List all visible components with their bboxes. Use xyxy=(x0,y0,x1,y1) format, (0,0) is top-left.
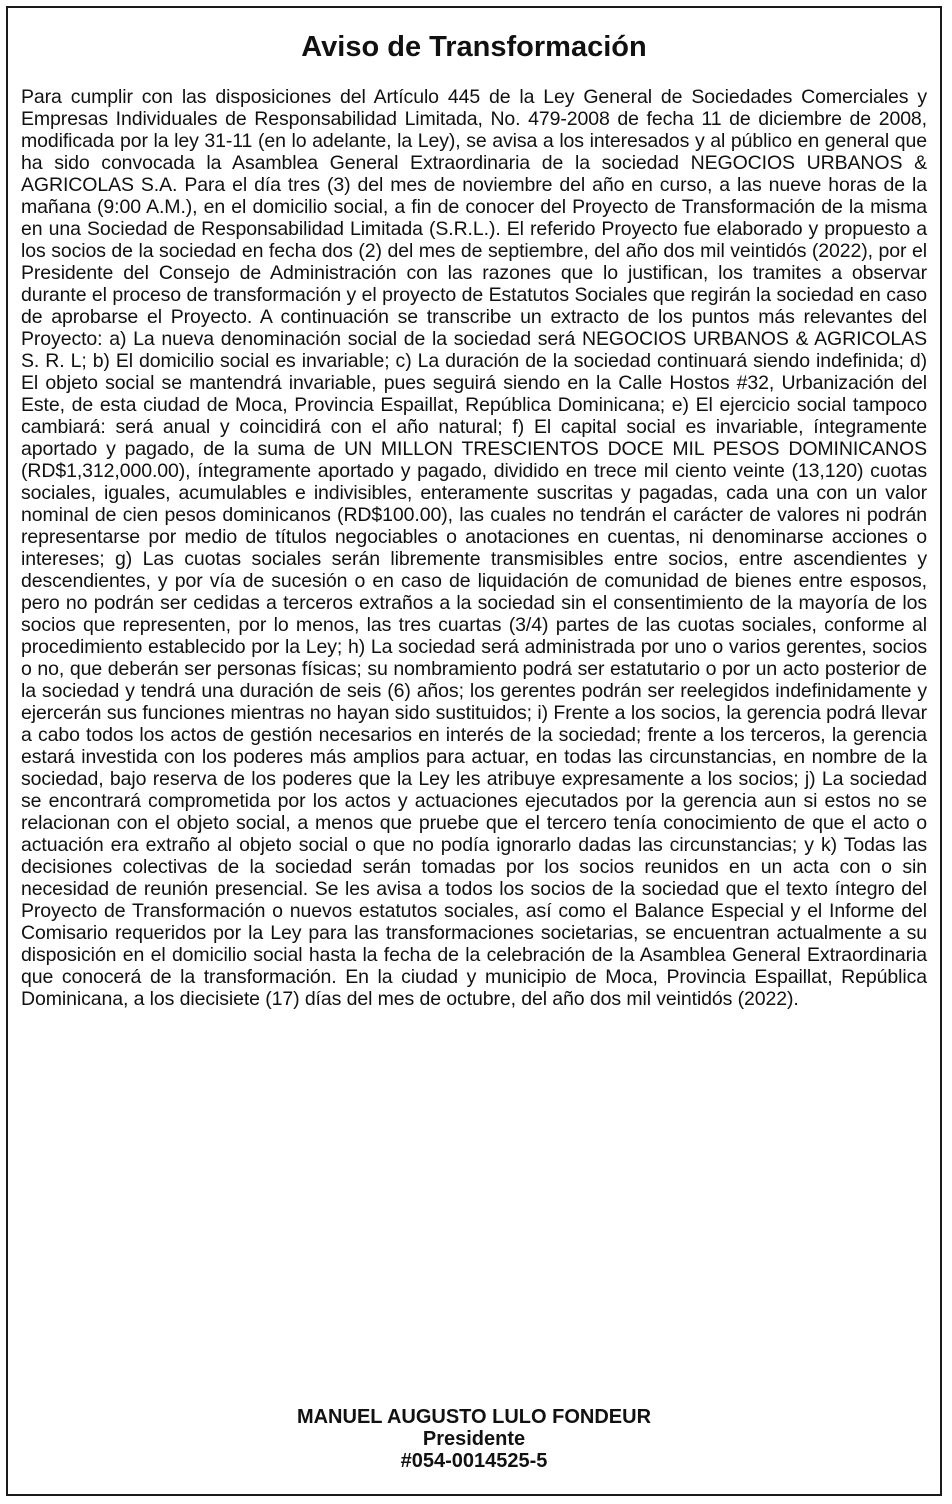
notice-frame xyxy=(6,6,942,1496)
signatory-role: Presidente xyxy=(422,1428,526,1450)
signatory-name: MANUEL AUGUSTO LULO FONDEUR xyxy=(296,1406,652,1428)
signature-block xyxy=(8,1406,940,1472)
notice-title: Aviso de Transformación xyxy=(301,31,647,63)
signatory-id-number: #054-0014525-5 xyxy=(400,1450,548,1472)
notice-body: Para cumplir con las disposiciones del Artículo 445 de la Ley General de Sociedades Comerciales y Empresas Individuales de Responsabilidad Limitada, No. 479-2008 de fecha 11 de diciembre de 2008, modificada por la ley 31-11 (en lo adelante, la Ley), se avisa a los interesados y al público en general que ha sido convocada la Asamblea General Extraordinaria de la sociedad NEGOCIOS URBANOS & AGRICOLAS S.A. Para el día tres (3) del mes de noviembre del año en curso, a las nueve horas de la mañana (9:00 A.M.), en el domicilio social, a fin de conocer del Proyecto de Transformación de la misma en una Sociedad de Responsabilidad Limitada (S.R.L.). El referido Proyecto fue elaborado y propuesto a los socios de la sociedad en fecha dos (2) del mes de septiembre, del año dos mil veintidós (2022), por el Presidente del Consejo de Administración con las razones que lo justifican, los tramites a observar durante el proceso de transformación y el proyecto de Estatutos Sociales que regirán la sociedad en caso de aprobarse el Proyecto. A continuación se transcribe un extracto de los puntos más relevantes del Proyecto: a) La nueva denominación social de la sociedad será NEGOCIOS URBANOS & AGRICOLAS S. R. L; b) El domicilio social es invariable; c) La duración de la sociedad continuará siendo indefinida; d) El objeto social se mantendrá invariable, pues seguirá siendo en la Calle Hostos #32, Urbanización del Este, de esta ciudad de Moca, Provincia Espaillat, República Dominicana; e) El ejercicio social tampoco cambiará: será anual y coincidirá con el año natural; f) El capital social es invariable, íntegramente aportado y pagado, de la suma de UN MILLON TRESCIENTOS DOCE MIL PESOS DOMINICANOS (RD$1,312,000.00), íntegramente aportado y pagado, dividido en trece mil ciento veinte (13,120) cuotas sociales, iguales, acumulables e indivisibles, enteramente suscritas y pagadas, cada una con un valor nominal de cien pesos dominicanos (RD$100.00), las cuales no tendrán el carácter de valores ni podrán representarse por medio de títulos negociables o anotaciones en cuentas, ni denominarse acciones o intereses; g) Las cuotas sociales serán libremente transmisibles entre socios, entre ascendientes y descendientes, y por vía de sucesión o en caso de liquidación de comunidad de bienes entre esposos, pero no podrán ser cedidas a terceros extraños a la sociedad sin el consentimiento de la mayoría de los socios que representen, por lo menos, las tres cuartas (3/4) partes de las cuotas sociales, conforme al procedimiento establecido por la Ley; h) La sociedad será administrada por uno o varios gerentes, socios o no, que deberán ser personas físicas; su nombramiento podrá ser estatutario o por un acto posterior de la sociedad y tendrá una duración de seis (6) años; los gerentes podrán ser reelegidos indefinidamente y ejercerán sus funciones mientras no hayan sido sustituidos; i) Frente a los socios, la gerencia podrá llevar a cabo todos los actos de gestión necesarios en interés de la sociedad; frente a los terceros, la gerencia estará investida con los poderes más amplios para actuar, en todas las circunstancias, en nombre de la sociedad, bajo reserva de los poderes que la Ley les atribuye expresamente a los socios; j) La sociedad se encontrará comprometida por los actos y actuaciones ejecutados por la gerencia aun si estos no se relacionan con el objeto social, a menos que pruebe que el tercero tenía conocimiento de que el acto o actuación era extraño al objeto social o que no podía ignorarlo dadas las circunstancias; y k) Todas las decisiones colectivas de la sociedad serán tomadas por los socios reunidos en un acta con o sin necesidad de reunión presencial. Se les avisa a todos los socios de la sociedad que el texto íntegro del Proyecto de Transformación o nuevos estatutos sociales, así como el Balance Especial y el Informe del Comisario requeridos por la Ley para las transformaciones societarias, se encuentran actualmente a su disposición en el domicilio social hasta la fecha de la celebración de la Asamblea General Extraordinaria que conocerá de la transformación. En la ciudad y municipio de Moca, Provincia Espaillat, República Dominicana, a los diecisiete (17) días del mes de octubre, del año dos mil veintidós (2022). xyxy=(21,86,927,1010)
